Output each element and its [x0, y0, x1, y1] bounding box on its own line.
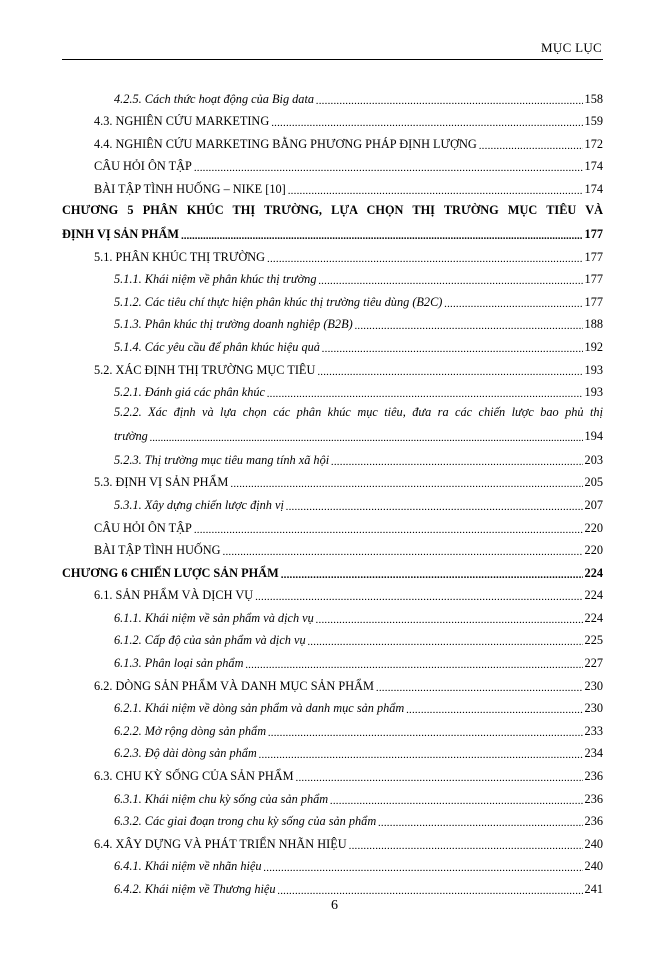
toc-leader	[259, 749, 583, 761]
toc-entry-title: 5.1.3. Phân khúc thị trường doanh nghiệp (B2B)	[114, 317, 353, 332]
toc-leader	[181, 230, 583, 242]
toc-entry-page: 224	[584, 588, 603, 603]
toc-entry-title: 6.2. DÒNG SẢN PHẨM VÀ DANH MỤC SẢN PHẨM	[94, 678, 374, 693]
toc-entry[interactable]	[62, 671, 603, 694]
toc-entry-page: 240	[584, 859, 603, 874]
toc-leader	[349, 840, 583, 852]
toc-entry-title: 6.1. SẢN PHẨM VÀ DỊCH VỤ	[94, 588, 254, 603]
toc-entry[interactable]	[62, 468, 603, 491]
toc-entry[interactable]	[62, 445, 603, 468]
toc-entry[interactable]	[62, 355, 603, 378]
toc-entry[interactable]	[62, 129, 603, 152]
header-divider	[62, 59, 603, 60]
toc-entry-page: 188	[584, 317, 603, 332]
toc-leader	[378, 817, 582, 829]
toc-leader	[330, 795, 582, 807]
toc-chapter-entry[interactable]	[62, 558, 603, 581]
toc-entry-page: 225	[584, 633, 603, 648]
toc-leader	[194, 162, 583, 174]
toc-entry[interactable]	[62, 152, 603, 175]
toc-entry-title: 4.4. NGHIÊN CỨU MARKETING BẰNG PHƯƠNG PHÁP ĐỊNH LƯỢNG	[94, 136, 477, 151]
toc-entry-title-line1: 5.2.2. Xác định và lựa chọn các phân khúc mục tiêu, đưa ra các chiến lược bao phủ thị	[114, 405, 603, 420]
toc-entry[interactable]	[62, 807, 603, 830]
toc-entry-page: 177	[584, 294, 603, 309]
toc-leader	[322, 343, 583, 355]
toc-entry-page: 236	[584, 791, 603, 806]
toc-entry[interactable]	[62, 107, 603, 130]
toc-entry[interactable]	[62, 581, 603, 604]
toc-entry-page: 241	[584, 882, 603, 896]
toc-leader	[230, 478, 582, 490]
toc-leader	[318, 275, 582, 287]
toc-leader	[376, 682, 583, 694]
toc-entry[interactable]	[62, 739, 603, 762]
toc-entry-page: 220	[584, 543, 603, 558]
toc-entry[interactable]	[62, 287, 603, 310]
toc-leader	[278, 885, 583, 897]
toc-entry[interactable]	[62, 536, 603, 559]
toc-leader	[316, 614, 583, 626]
toc-entry-page: 230	[584, 678, 603, 693]
toc-leader	[268, 727, 582, 739]
page-header-title: MỤC LỤC	[541, 40, 602, 55]
toc-leader	[194, 524, 583, 536]
toc-entry-title: 5.1. PHÂN KHÚC THỊ TRƯỜNG	[94, 249, 266, 264]
toc-leader	[267, 253, 583, 265]
toc-leader	[288, 185, 583, 197]
page-number: 6	[331, 898, 338, 913]
toc-entry-title: BÀI TẬP TÌNH HUỐNG	[94, 543, 221, 558]
toc-entry-title: 4.3. NGHIÊN CỨU MARKETING	[94, 114, 270, 129]
toc-entry-page: 240	[584, 836, 603, 851]
toc-entry-title: 6.3. CHU KỲ SỐNG CỦA SẢN PHẨM	[94, 769, 294, 784]
toc-entry-page: 174	[584, 181, 603, 196]
table-of-contents	[62, 84, 603, 897]
toc-entry-title: 5.2.1. Đánh giá các phân khúc	[114, 385, 265, 400]
toc-entry-title: 6.4.1. Khái niệm về nhãn hiệu	[114, 859, 262, 874]
toc-entry-page: 234	[584, 746, 603, 761]
toc-entry-page: 227	[584, 656, 603, 671]
toc-entry-page: 224	[584, 610, 603, 625]
toc-leader	[255, 591, 582, 603]
toc-entry-page: 158	[584, 91, 603, 106]
toc-entry-page: 193	[584, 385, 603, 400]
toc-leader	[355, 320, 583, 332]
toc-leader	[150, 432, 583, 444]
toc-entry-page: 220	[584, 520, 603, 535]
toc-leader	[331, 456, 582, 468]
toc-entry-page: 193	[584, 362, 603, 377]
toc-leader	[444, 298, 582, 310]
toc-entry-page: 174	[584, 159, 603, 174]
toc-entry-title: 6.1.2. Cấp độ của sản phẩm và dịch vụ	[114, 633, 306, 648]
toc-entry-title: 6.3.2. Các giai đoạn trong chu kỳ sống của sản phẩm	[114, 814, 377, 829]
toc-entry-page: 207	[584, 497, 603, 512]
toc-entry[interactable]	[62, 490, 603, 513]
toc-entry[interactable]	[62, 174, 603, 197]
toc-entry-page: 236	[584, 814, 603, 829]
toc-leader	[223, 546, 583, 558]
toc-entry-page: 205	[584, 475, 603, 490]
toc-entry-title: 5.1.1. Khái niệm về phân khúc thị trường	[114, 272, 317, 287]
toc-leader	[316, 95, 583, 107]
toc-leader	[286, 501, 583, 513]
toc-leader	[296, 772, 583, 784]
toc-entry-title: CÂU HỎI ÔN TẬP	[94, 159, 192, 174]
toc-entry-title: 6.1.3. Phân loại sản phẩm	[114, 656, 244, 671]
toc-entry-title: 6.2.3. Độ dài dòng sản phẩm	[114, 746, 257, 761]
toc-entry-page: 177	[584, 249, 603, 264]
toc-entry-title: 5.1.2. Các tiêu chí thực hiện phân khúc thị trường tiêu dùng (B2C)	[114, 294, 443, 309]
toc-entry-title: 6.2.2. Mở rộng dòng sản phẩm	[114, 723, 267, 738]
toc-chapter-title-line2: ĐỊNH VỊ SẢN PHẨM	[62, 226, 179, 241]
toc-entry-title: 5.1.4. Các yêu cầu để phân khúc hiệu quả	[114, 339, 320, 354]
toc-leader	[479, 140, 583, 152]
toc-entry-page: 233	[584, 723, 603, 738]
toc-entry-title: 6.3.1. Khái niệm chu kỳ sống của sản phẩm	[114, 791, 329, 806]
toc-entry-title: 6.1.1. Khái niệm về sản phẩm và dịch vụ	[114, 610, 314, 625]
toc-entry[interactable]	[62, 626, 603, 649]
toc-leader	[281, 569, 583, 581]
toc-entry-title: BÀI TẬP TÌNH HUỐNG – NIKE [10]	[94, 181, 286, 196]
toc-entry[interactable]	[62, 648, 603, 671]
toc-entry[interactable]	[62, 242, 603, 265]
toc-entry-page: 224	[584, 565, 603, 580]
toc-entry[interactable]	[62, 400, 603, 445]
toc-entry-title: 5.2. XÁC ĐỊNH THỊ TRƯỜNG MỤC TIÊU	[94, 362, 316, 377]
toc-entry[interactable]	[62, 784, 603, 807]
toc-entry[interactable]	[62, 716, 603, 739]
toc-entry-title: 5.3.1. Xây dựng chiến lược định vị	[114, 497, 284, 512]
toc-entry-title: 6.4. XÂY DỰNG VÀ PHÁT TRIỂN NHÃN HIỆU	[94, 836, 347, 851]
toc-entry-title: CÂU HỎI ÔN TẬP	[94, 520, 192, 535]
toc-entry-page: 203	[584, 452, 603, 467]
toc-entry[interactable]	[62, 84, 603, 107]
toc-entry[interactable]	[62, 852, 603, 875]
toc-entry-page: 194	[584, 429, 603, 444]
toc-entry-page: 192	[584, 339, 603, 354]
toc-entry[interactable]	[62, 378, 603, 401]
toc-leader	[245, 659, 582, 671]
toc-entry-page: 159	[584, 114, 603, 129]
toc-entry-page: 236	[584, 769, 603, 784]
toc-entry[interactable]	[62, 310, 603, 333]
toc-entry-title: 5.3. ĐỊNH VỊ SẢN PHẨM	[94, 475, 229, 490]
toc-entry-title-line2: trường	[114, 429, 148, 444]
toc-chapter-entry[interactable]	[62, 197, 603, 242]
toc-entry-title: 6.4.2. Khái niệm về Thương hiệu	[114, 882, 276, 896]
toc-leader	[267, 388, 583, 400]
toc-leader	[308, 636, 583, 648]
toc-leader	[317, 366, 582, 378]
toc-entry[interactable]	[62, 761, 603, 784]
toc-entry[interactable]	[62, 265, 603, 288]
toc-chapter-title-line1: CHƯƠNG 5 PHÂN KHÚC THỊ TRƯỜNG, LỰA CHỌN THỊ TRƯỜNG MỤC TIÊU VÀ	[62, 202, 603, 217]
toc-entry-page: 230	[584, 701, 603, 716]
toc-entry[interactable]	[62, 513, 603, 536]
toc-entry[interactable]	[62, 829, 603, 852]
toc-entry-page: 177	[584, 272, 603, 287]
toc-leader	[271, 117, 582, 129]
toc-leader	[406, 704, 582, 716]
toc-chapter-title: CHƯƠNG 6 CHIẾN LƯỢC SẢN PHẨM	[62, 565, 279, 580]
toc-entry-title: 4.2.5. Cách thức hoạt động của Big data	[114, 91, 315, 106]
toc-entry[interactable]	[62, 694, 603, 717]
toc-entry-title: 5.2.3. Thị trường mục tiêu mang tính xã hội	[114, 452, 330, 467]
toc-entry[interactable]	[62, 874, 603, 897]
toc-entry[interactable]	[62, 332, 603, 355]
toc-entry-title: 6.2.1. Khái niệm về dòng sản phẩm và danh mục sản phẩm	[114, 701, 405, 716]
toc-entry-page: 177	[584, 226, 603, 241]
toc-leader	[264, 862, 583, 874]
toc-entry[interactable]	[62, 603, 603, 626]
toc-entry-page: 172	[584, 136, 603, 151]
